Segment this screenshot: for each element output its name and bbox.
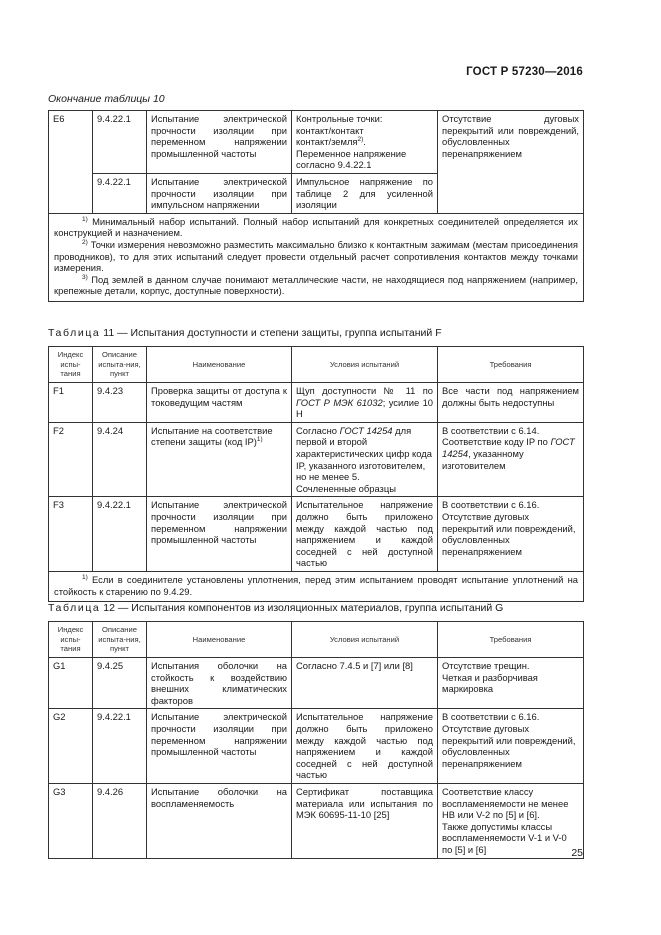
table-row [49, 173, 584, 213]
test-clause: 9.4.22.1 [93, 173, 147, 213]
col-header-requirements: Требования [438, 347, 584, 383]
caption-word: Таблица [48, 327, 101, 339]
standard-ref: ГОСТ 14254 [442, 436, 575, 459]
table10-caption: Окончание таблицы 10 [48, 93, 165, 105]
caption-text: 12 — Испытания компонентов из изоляционных материалов, группа испытаний G [103, 602, 504, 614]
footnote-text: Под землей в данном случае понимают металлические части, не находящиеся под напряжением (например, крепежные детали, корпус, доступные поверхности). [54, 273, 578, 297]
cond-line: Сочлененные образцы [296, 482, 396, 494]
req-line: Отсутствие дуговых перекрытий или повреждений, обусловленных перенапряжением [442, 510, 576, 557]
footnotes-cell [49, 571, 584, 601]
req-line: В соответствии с 6.16. [442, 711, 540, 723]
test-requirements [438, 497, 584, 572]
test-conditions: Сертификат поставщика материала или испытания по МЭК 60695-11-10 [25] [292, 783, 438, 858]
test-requirements: Отсутствие дуговых перекрытий или повреждений, обусловленных перенапряжением [438, 111, 584, 174]
cond-text: Щуп доступности № 11 по [296, 385, 433, 396]
req-line: Четкая и разборчивая маркировка [442, 671, 538, 695]
table-row [49, 658, 584, 709]
col-header-name: Наименование [147, 347, 292, 383]
table-12 [48, 621, 584, 859]
test-conditions: Импульсное напряжение по таблице 2 для усиленной изоляции [292, 173, 438, 213]
table-header-row [49, 622, 584, 658]
standard-ref: ГОСТ 14254 [339, 424, 393, 436]
test-name: Испытание электрической прочности изоляции при переменном напряжении промышленной частоты [147, 709, 292, 784]
test-requirements [438, 783, 584, 858]
test-conditions: Испытательное напряжение должно быть приложено между каждой частью под напряжением и каждой соседней с ней доступной частью [292, 709, 438, 784]
test-requirements [438, 173, 584, 213]
table-row [49, 497, 584, 572]
col-header-conditions: Условия испытаний [292, 622, 438, 658]
test-index: F2 [49, 422, 93, 497]
test-name [147, 422, 292, 497]
test-name: Испытание электрической прочности изоляции при переменном напряжении промышленной частоты [147, 497, 292, 572]
col-header-index: Индекс испы-тания [49, 347, 93, 383]
test-conditions: Испытательное напряжение должно быть приложено между каждой частью под напряжением и каждой соседней с ней доступной частью [292, 497, 438, 572]
col-header-index: Индекс испы-тания [49, 622, 93, 658]
test-clause: 9.4.24 [93, 422, 147, 497]
req-line: В соответствии с 6.14. [442, 424, 540, 436]
req-line [442, 436, 579, 471]
col-header-clause: Описание испыта-ния, пункт [93, 347, 147, 383]
table-header-row [49, 347, 584, 383]
test-index: E6 [49, 111, 93, 174]
test-requirements [438, 658, 584, 709]
table-row [49, 422, 584, 497]
col-header-clause: Описание испыта-ния, пункт [93, 622, 147, 658]
test-conditions [292, 422, 438, 497]
test-conditions: Согласно 7.4.5 и [7] или [8] [292, 658, 438, 709]
footnote-mark: 3) [82, 273, 88, 281]
col-header-requirements: Требования [438, 622, 584, 658]
test-name: Испытание электрической прочности изоляции при переменном напряжении промышленной частоты [147, 111, 292, 174]
req-text: , указанному изготовителем [442, 447, 524, 471]
req-line: Соответствие классу воспламеняемости не менее HB или V-2 по [5] и [6]. [442, 785, 569, 821]
name-text: Испытание на соответствие степени защиты (код IP) [151, 424, 273, 448]
footnotes-cell [49, 213, 584, 301]
cond-text: . [363, 136, 366, 148]
req-line: В соответствии с 6.16. [442, 499, 540, 511]
test-clause: 9.4.23 [93, 383, 147, 423]
table-10 [48, 110, 584, 302]
table11-caption [48, 327, 442, 339]
cond-line: Переменное напряжение согласно 9.4.22.1 [296, 147, 407, 171]
table-row [49, 111, 584, 174]
req-text: Соответствие коду IP по [442, 436, 551, 448]
test-clause: 9.4.22.1 [93, 709, 147, 784]
footnote-text: Минимальный набор испытаний. Полный набор испытаний для конкретных соединителей определяется их конструкцией и назначением. [54, 215, 578, 239]
test-name: Испытание оболочки на воспламеняемость [147, 783, 292, 858]
test-requirements: Все части под напряжением должны быть недоступны [438, 383, 584, 423]
test-name: Проверка защиты от доступа к токоведущим частям [147, 383, 292, 423]
cond-text: для первой и второй характеристических цифр кода IP, указанного изготовителем, но не менее 5. [296, 424, 432, 483]
table-row [49, 709, 584, 784]
footnote-mark: 2) [82, 238, 88, 246]
test-conditions [292, 111, 438, 174]
test-name: Испытание электрической прочности изоляции при импульсном напряжении [147, 173, 292, 213]
test-conditions [292, 383, 438, 423]
col-header-name: Наименование [147, 622, 292, 658]
cond-text: контакт/земля [296, 136, 358, 148]
test-index [49, 173, 93, 213]
footnote [54, 274, 578, 297]
test-name: Испытания оболочки на стойкость к воздействию внешних климатических факторов [147, 658, 292, 709]
table-footnotes [49, 571, 584, 601]
test-clause: 9.4.25 [93, 658, 147, 709]
cond-line: контакт/контакт [296, 124, 364, 136]
cond-line: Контрольные точки: [296, 113, 383, 124]
caption-word: Таблица [48, 602, 101, 614]
footnote-ref: 2) [357, 136, 364, 144]
cond-text: Согласно [296, 424, 340, 436]
test-clause: 9.4.22.1 [93, 497, 147, 572]
caption-text: 11 — Испытания доступности и степени защиты, группа испытаний F [103, 327, 442, 339]
footnote-text: Точки измерения невозможно разместить максимально близко к контактным зажимам (местам присоединения проводников), то для этих испытаний следует провести отдельный расчет сопротивления контактов между точками измерения. [54, 238, 578, 274]
standard-ref: ГОСТ Р МЭК 61032 [296, 396, 383, 408]
table-row [49, 783, 584, 858]
footnote-ref: 1) [256, 436, 263, 444]
table-footnotes [49, 213, 584, 301]
test-index: G3 [49, 783, 93, 858]
test-index: G2 [49, 709, 93, 784]
page-number: 25 [571, 847, 583, 859]
req-line: Отсутствие дуговых перекрытий или повреждений, обусловленных перенапряжением [442, 722, 576, 769]
footnote-mark: 1) [82, 215, 88, 223]
footnote-mark: 1) [82, 573, 88, 581]
req-line: Отсутствие трещин. [442, 660, 530, 671]
footnote [54, 239, 578, 274]
footnote [54, 574, 578, 597]
test-requirements [438, 422, 584, 497]
table-11 [48, 346, 584, 602]
test-clause: 9.4.22.1 [93, 111, 147, 174]
test-index: G1 [49, 658, 93, 709]
cond-text: ; усилие 10 Н [296, 396, 434, 420]
document-header: ГОСТ Р 57230—2016 [466, 66, 583, 78]
col-header-conditions: Условия испытаний [292, 347, 438, 383]
footnote [54, 216, 578, 239]
table12-caption [48, 602, 503, 614]
test-index: F1 [49, 383, 93, 423]
cond-line [296, 136, 433, 148]
cond-line [296, 425, 433, 483]
req-line: Также допустимы классы воспламеняемости V-1 и V-0 по [5] и [6] [442, 820, 567, 855]
test-index: F3 [49, 497, 93, 572]
test-requirements [438, 709, 584, 784]
table-row [49, 383, 584, 423]
test-clause: 9.4.26 [93, 783, 147, 858]
footnote-text: Если в соединителе установлены уплотнения, перед этим испытанием проводят испытание уплотнений на стойкость к старению по 9.4.29. [54, 573, 578, 597]
